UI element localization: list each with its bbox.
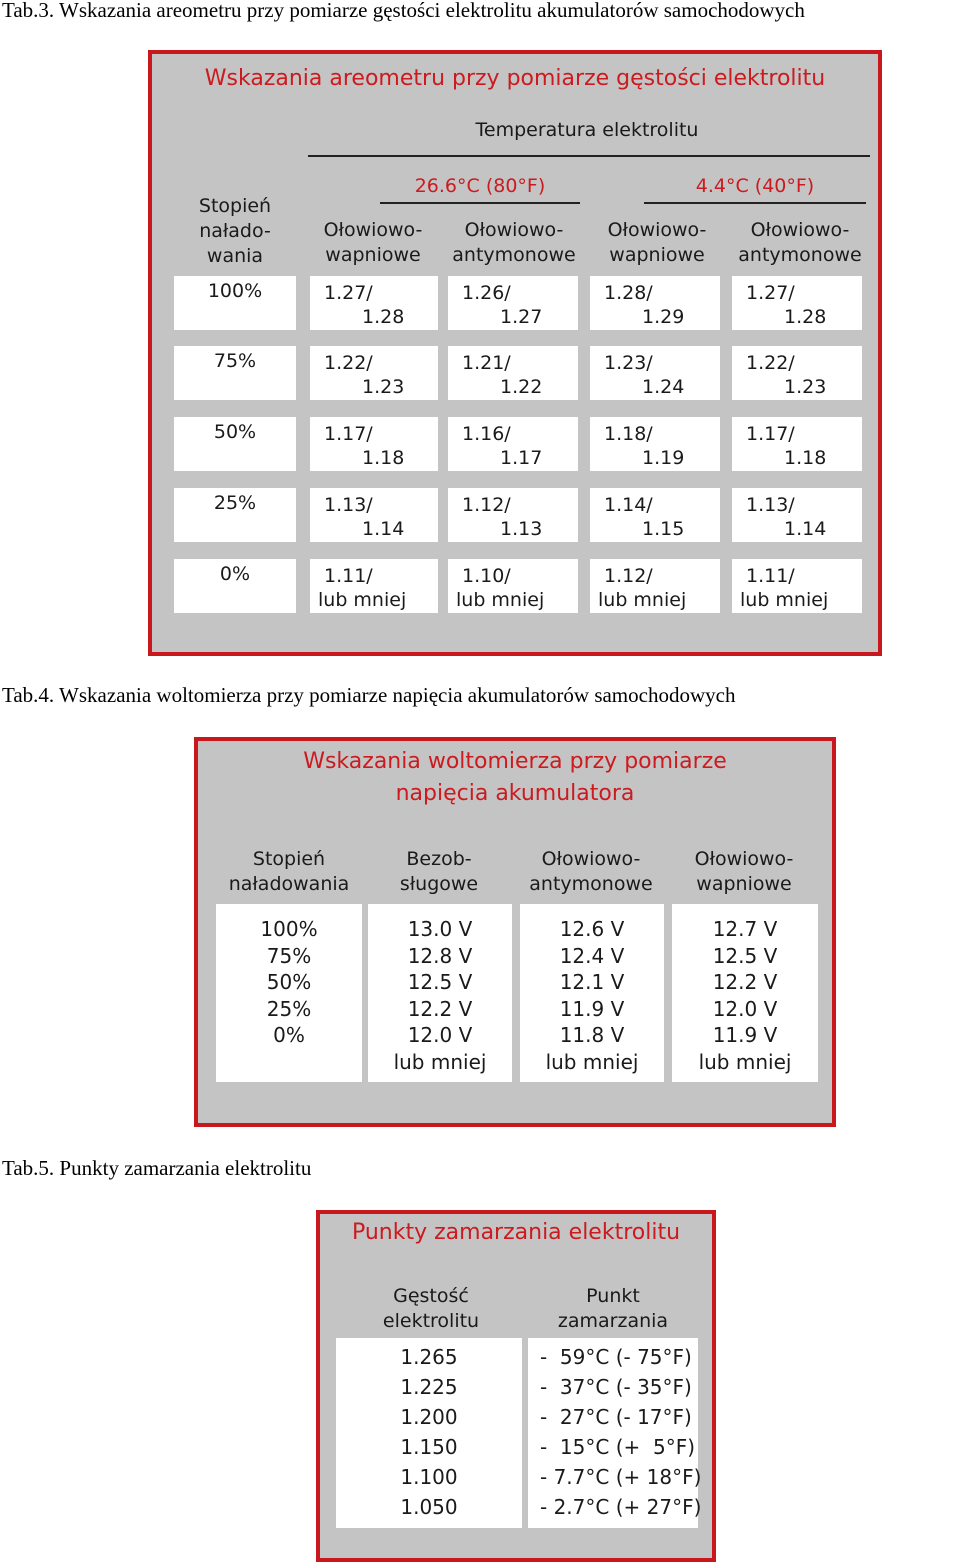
tab4-value: 12.1 V: [559, 970, 625, 994]
tab4-panel: [194, 737, 836, 1127]
tab3-title: Wskazania areometru przy pomiarze gęstości elektrolitu: [204, 66, 826, 91]
tab3-value-cell: 1.22/ 1.23: [732, 346, 862, 400]
tab5-freezing-value: - 2.7°C (+ 27°F): [540, 1495, 702, 1519]
tab4-value: 12.5 V: [712, 943, 778, 968]
tab4-value: 12.6 V: [559, 917, 625, 941]
tab3-temp-header: Temperatura elektrolitu: [475, 119, 699, 141]
tab5-freezing-value: - 59°C (- 75°F): [540, 1345, 692, 1369]
tab3-pct-cell: 100%: [174, 276, 296, 330]
tab4-title-line1: Wskazania woltomierza przy pomiarze: [303, 749, 727, 774]
tab3-value-cell: 1.17/ 1.18: [310, 417, 438, 471]
tab3-hot-rule: [380, 202, 580, 204]
tab3-pct-cell: 75%: [174, 346, 296, 400]
tab4-value: lub mniej: [698, 1049, 792, 1074]
tab5-header-freezing: Punkt zamarzania: [557, 1285, 669, 1332]
tab3-value-cell: 1.13/ 1.14: [310, 488, 438, 542]
tab4-value: 12.2 V: [712, 970, 778, 994]
tab4-value: 11.8 V: [559, 1023, 625, 1047]
tab4-value: 0%: [273, 1023, 305, 1047]
tab5-density-column: [336, 1338, 522, 1528]
tab3-value-cell: 1.13/ 1.14: [732, 488, 862, 542]
tab3-temp-cold: 4.4°C (40°F): [695, 175, 815, 197]
tab5-density-value: 1.100: [400, 1465, 458, 1489]
tab3-col-header-1: Ołowiowo- wapniowe: [323, 219, 423, 266]
tab3-panel: [148, 50, 882, 656]
tab4-value: 12.7 V: [712, 917, 778, 941]
tab5-freezing-value: - 7.7°C (+ 18°F): [540, 1465, 702, 1489]
tab3-value-cell: 1.12/ 1.13: [448, 488, 578, 542]
tab3-pct-cell: 0%: [174, 559, 296, 613]
tab4-value: lub mniej: [545, 1049, 639, 1074]
tab4-value: 100%: [260, 917, 318, 941]
tab3-temp-hot: 26.6°C (80°F): [414, 175, 546, 197]
tab5-freezing-value: - 15°C (+ 5°F): [540, 1435, 696, 1459]
tab4-col-maintenance-free: [368, 904, 512, 1082]
tab5-density-value: 1.050: [400, 1495, 458, 1519]
tab3-row-header: Stopień nałado- wania: [198, 195, 272, 267]
tab3-cold-rule: [644, 202, 866, 204]
tab5-freezing-column: [528, 1338, 702, 1528]
tab4-col-antimony: [520, 904, 664, 1082]
tab4-value: lub mniej: [393, 1049, 487, 1074]
tab5-panel: [316, 1210, 716, 1562]
tab5-caption: Tab.5. Punkty zamarzania elektrolitu: [2, 1156, 312, 1180]
tab3-col-header-3: Ołowiowo- wapniowe: [607, 219, 707, 266]
tab4-value: 12.0 V: [712, 996, 778, 1021]
tab3-value-cell: 1.17/ 1.18: [732, 417, 862, 471]
tab3-value-cell: 1.18/ 1.19: [590, 417, 720, 471]
tab4-value: 12.2 V: [407, 996, 473, 1021]
tab4-header-4: Ołowiowo- wapniowe: [694, 848, 794, 895]
tab3-pct-cell: 50%: [174, 417, 296, 471]
tab3-value-cell: 1.22/ 1.23: [310, 346, 438, 400]
tab3-value-cell: 1.27/ 1.28: [732, 276, 862, 330]
tab4-value: 50%: [266, 970, 312, 994]
tab4-value: 11.9 V: [559, 996, 625, 1021]
tab5-density-value: 1.150: [400, 1435, 458, 1459]
tab3-pct-cell: 25%: [174, 488, 296, 542]
tab3-value-cell: 1.23/ 1.24: [590, 346, 720, 400]
tab5-density-value: 1.265: [400, 1345, 458, 1369]
tab3-value-cell: 1.26/ 1.27: [448, 276, 578, 330]
tab4-value: 12.5 V: [407, 970, 473, 994]
tab3-value-cell: 1.14/ 1.15: [590, 488, 720, 542]
tab4-value: 12.8 V: [407, 943, 473, 968]
tab4-value: 13.0 V: [407, 917, 473, 941]
tab3-col-header-2: Ołowiowo- antymonowe: [452, 219, 576, 266]
tab3-col-header-4: Ołowiowo- antymonowe: [738, 219, 862, 266]
tab3-value-cell: 1.11/ lub mniej: [732, 559, 862, 613]
tab4-header-3: Ołowiowo- antymonowe: [529, 848, 653, 895]
tab4-col-calcium: [672, 904, 818, 1082]
tab4-value: 75%: [266, 943, 312, 968]
tab4-value: 25%: [266, 996, 312, 1021]
tab3-value-cell: 1.12/ lub mniej: [590, 559, 720, 613]
tab5-freezing-value: - 37°C (- 35°F): [540, 1375, 692, 1399]
tab3-value-cell: 1.28/ 1.29: [590, 276, 720, 330]
tab5-freezing-value: - 27°C (- 17°F): [540, 1405, 692, 1429]
tab5-density-value: 1.200: [400, 1405, 458, 1429]
tab4-value: 11.9 V: [712, 1023, 778, 1047]
tab3-value-cell: 1.16/ 1.17: [448, 417, 578, 471]
tab3-value-cell: 1.27/ 1.28: [310, 276, 438, 330]
tab3-value-cell: 1.21/ 1.22: [448, 346, 578, 400]
tab3-temp-rule: [308, 155, 870, 157]
tab4-value: 12.4 V: [559, 943, 625, 968]
tab5-header-density: Gęstość elektrolitu: [382, 1285, 480, 1332]
tab4-caption: Tab.4. Wskazania woltomierza przy pomiarze napięcia akumulatorów samochodowych: [2, 683, 736, 707]
tab3-value-cell: 1.11/ lub mniej: [310, 559, 438, 613]
tab4-col-charge: [216, 904, 362, 1082]
tab4-header-1: Stopień naładowania: [228, 848, 350, 895]
tab4-title-line2: napięcia akumulatora: [395, 781, 635, 806]
tab5-title: Punkty zamarzania elektrolitu: [351, 1220, 681, 1245]
tab3-value-cell: 1.10/ lub mniej: [448, 559, 578, 613]
tab4-header-2: Bezob- sługowe: [399, 848, 479, 895]
tab3-caption: Tab.3. Wskazania areometru przy pomiarze gęstości elektrolitu akumulatorów samochodowych: [2, 0, 805, 22]
tab5-density-value: 1.225: [400, 1375, 458, 1399]
tab4-value: 12.0 V: [407, 1023, 473, 1047]
